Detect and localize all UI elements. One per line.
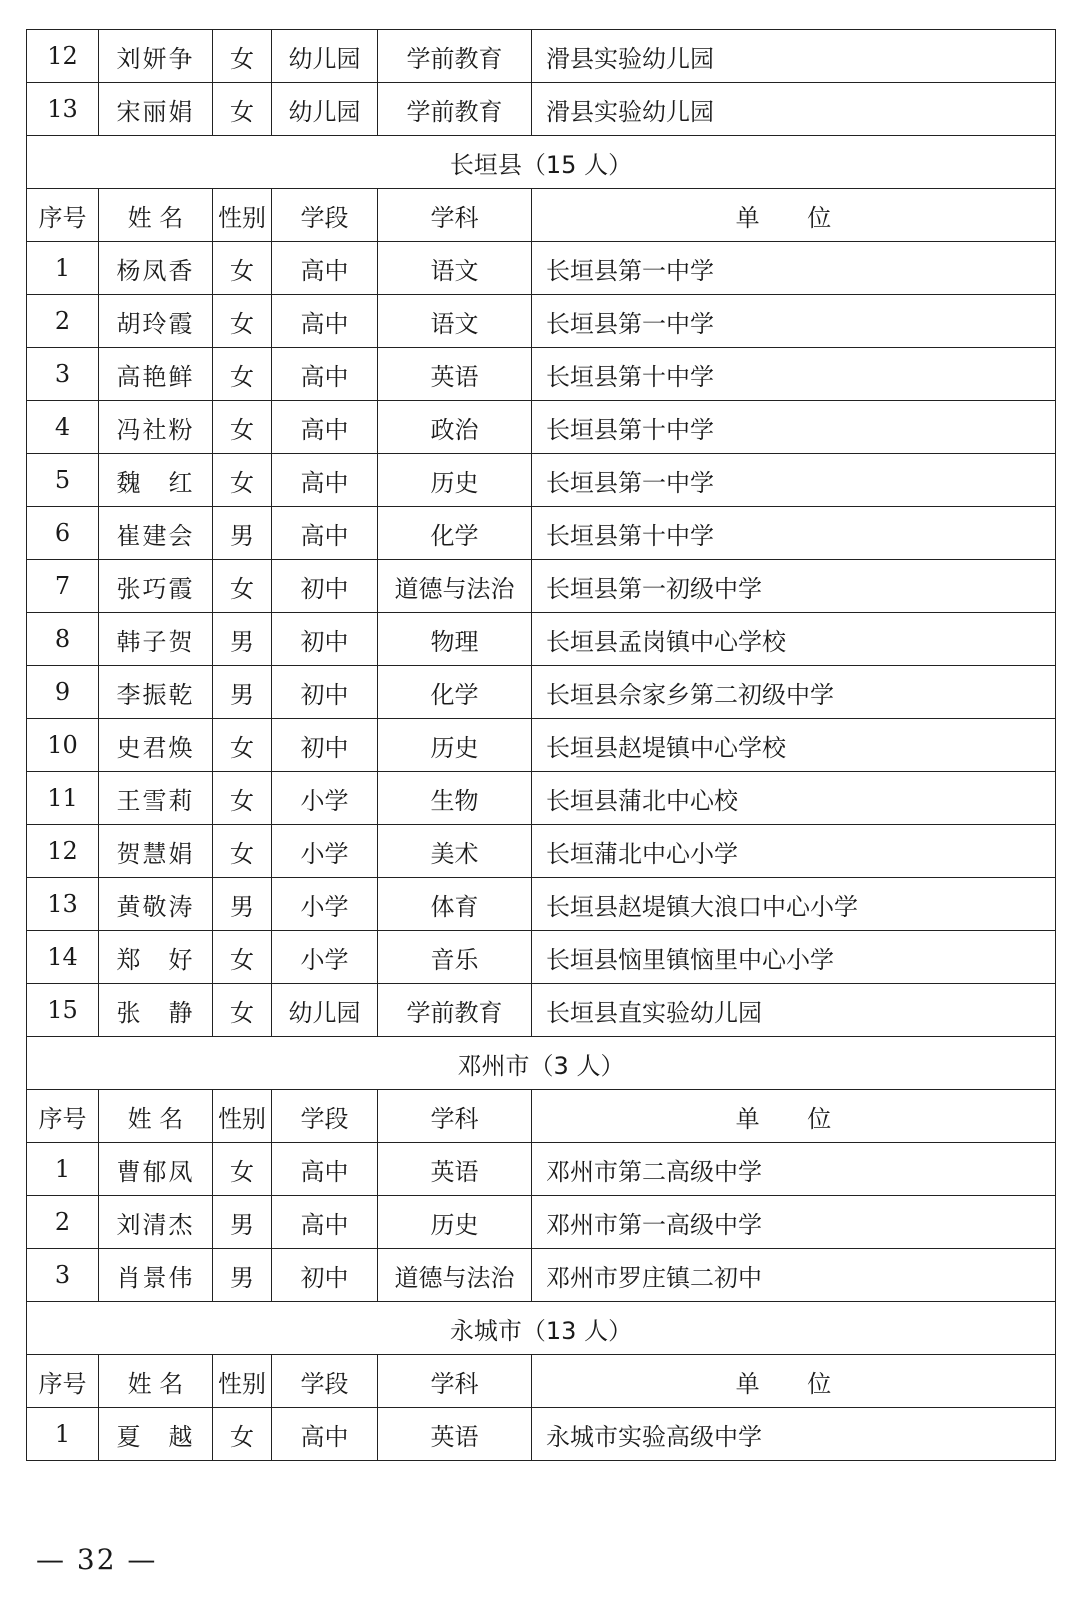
name-cell: 郑 好 [99, 931, 213, 984]
subject-cell: 政治 [378, 401, 532, 454]
subject-cell: 学前教育 [378, 83, 532, 136]
section-title: 长垣县（15 人） [27, 136, 1056, 189]
seq-cell: 7 [27, 560, 99, 613]
subject-cell: 美术 [378, 825, 532, 878]
unit-cell: 长垣县第一中学 [532, 454, 1056, 507]
gender-cell: 男 [213, 1249, 272, 1302]
stage-cell: 幼儿园 [272, 83, 378, 136]
unit-cell: 滑县实验幼儿园 [532, 83, 1056, 136]
seq-cell: 12 [27, 30, 99, 83]
column-header-row [27, 1355, 1056, 1408]
stage-cell: 高中 [272, 401, 378, 454]
gender-cell: 女 [213, 83, 272, 136]
stage-cell: 初中 [272, 1249, 378, 1302]
subject-cell: 物理 [378, 613, 532, 666]
subject-cell: 语文 [378, 295, 532, 348]
name-cell: 韩子贺 [99, 613, 213, 666]
table-row [27, 666, 1056, 719]
subject-cell: 体育 [378, 878, 532, 931]
column-header-stage: 学段 [272, 1355, 378, 1408]
column-header-unit: 单 位 [532, 1090, 1056, 1143]
stage-cell: 高中 [272, 1143, 378, 1196]
column-header-name: 姓 名 [99, 1355, 213, 1408]
subject-cell: 音乐 [378, 931, 532, 984]
column-header-name: 姓 名 [99, 189, 213, 242]
seq-cell: 2 [27, 295, 99, 348]
unit-cell: 长垣蒲北中心小学 [532, 825, 1056, 878]
seq-cell: 6 [27, 507, 99, 560]
seq-cell: 9 [27, 666, 99, 719]
table-row [27, 719, 1056, 772]
table-row [27, 772, 1056, 825]
subject-cell: 历史 [378, 454, 532, 507]
subject-cell: 化学 [378, 666, 532, 719]
gender-cell: 女 [213, 1408, 272, 1461]
unit-cell: 长垣县赵堤镇中心学校 [532, 719, 1056, 772]
stage-cell: 小学 [272, 825, 378, 878]
stage-cell: 高中 [272, 1408, 378, 1461]
column-header-name: 姓 名 [99, 1090, 213, 1143]
gender-cell: 女 [213, 295, 272, 348]
column-header-unit: 单 位 [532, 1355, 1056, 1408]
stage-cell: 高中 [272, 242, 378, 295]
name-cell: 刘清杰 [99, 1196, 213, 1249]
column-header-gender: 性别 [213, 1355, 272, 1408]
unit-cell: 长垣县蒲北中心校 [532, 772, 1056, 825]
subject-cell: 历史 [378, 1196, 532, 1249]
gender-cell: 女 [213, 772, 272, 825]
seq-cell: 15 [27, 984, 99, 1037]
seq-cell: 1 [27, 1408, 99, 1461]
gender-cell: 男 [213, 613, 272, 666]
stage-cell: 初中 [272, 613, 378, 666]
column-header-stage: 学段 [272, 189, 378, 242]
subject-cell: 英语 [378, 1408, 532, 1461]
table-row [27, 1143, 1056, 1196]
table-row [27, 613, 1056, 666]
name-cell: 魏 红 [99, 454, 213, 507]
unit-cell: 长垣县赵堤镇大浪口中心小学 [532, 878, 1056, 931]
name-cell: 贺慧娟 [99, 825, 213, 878]
column-header-seq: 序号 [27, 1090, 99, 1143]
subject-cell: 生物 [378, 772, 532, 825]
seq-cell: 1 [27, 242, 99, 295]
unit-cell: 永城市实验高级中学 [532, 1408, 1056, 1461]
unit-cell: 长垣县第一中学 [532, 295, 1056, 348]
subject-cell: 学前教育 [378, 30, 532, 83]
stage-cell: 幼儿园 [272, 30, 378, 83]
unit-cell: 长垣县恼里镇恼里中心小学 [532, 931, 1056, 984]
unit-cell: 长垣县第一初级中学 [532, 560, 1056, 613]
name-cell: 王雪莉 [99, 772, 213, 825]
seq-cell: 14 [27, 931, 99, 984]
table-row [27, 1408, 1056, 1461]
stage-cell: 高中 [272, 1196, 378, 1249]
subject-cell: 英语 [378, 348, 532, 401]
unit-cell: 邓州市第二高级中学 [532, 1143, 1056, 1196]
seq-cell: 3 [27, 348, 99, 401]
table-row [27, 242, 1056, 295]
name-cell: 冯社粉 [99, 401, 213, 454]
name-cell: 张巧霞 [99, 560, 213, 613]
unit-cell: 长垣县直实验幼儿园 [532, 984, 1056, 1037]
unit-cell: 邓州市罗庄镇二初中 [532, 1249, 1056, 1302]
stage-cell: 小学 [272, 878, 378, 931]
seq-cell: 5 [27, 454, 99, 507]
table-row [27, 507, 1056, 560]
seq-cell: 2 [27, 1196, 99, 1249]
seq-cell: 12 [27, 825, 99, 878]
seq-cell: 3 [27, 1249, 99, 1302]
table-row [27, 295, 1056, 348]
unit-cell: 邓州市第一高级中学 [532, 1196, 1056, 1249]
unit-cell: 长垣县孟岗镇中心学校 [532, 613, 1056, 666]
unit-cell: 长垣县第十中学 [532, 401, 1056, 454]
subject-cell: 道德与法治 [378, 1249, 532, 1302]
column-header-stage: 学段 [272, 1090, 378, 1143]
unit-cell: 滑县实验幼儿园 [532, 30, 1056, 83]
gender-cell: 女 [213, 348, 272, 401]
seq-cell: 4 [27, 401, 99, 454]
table-row [27, 83, 1056, 136]
page-number: — 32 — [36, 1543, 158, 1576]
name-cell: 李振乾 [99, 666, 213, 719]
stage-cell: 初中 [272, 560, 378, 613]
table-row [27, 1249, 1056, 1302]
subject-cell: 道德与法治 [378, 560, 532, 613]
unit-cell: 长垣县第一中学 [532, 242, 1056, 295]
subject-cell: 化学 [378, 507, 532, 560]
gender-cell: 女 [213, 825, 272, 878]
name-cell: 肖景伟 [99, 1249, 213, 1302]
table-row [27, 984, 1056, 1037]
name-cell: 曹郁凤 [99, 1143, 213, 1196]
stage-cell: 高中 [272, 507, 378, 560]
name-cell: 胡玲霞 [99, 295, 213, 348]
table-row [27, 1196, 1056, 1249]
table-row [27, 30, 1056, 83]
table-body [27, 30, 1056, 1461]
table-row [27, 348, 1056, 401]
column-header-row [27, 189, 1056, 242]
section-heading-row [27, 136, 1056, 189]
name-cell: 崔建会 [99, 507, 213, 560]
subject-cell: 语文 [378, 242, 532, 295]
gender-cell: 女 [213, 984, 272, 1037]
section-title: 邓州市（3 人） [27, 1037, 1056, 1090]
column-header-subject: 学科 [378, 1090, 532, 1143]
gender-cell: 女 [213, 931, 272, 984]
seq-cell: 1 [27, 1143, 99, 1196]
subject-cell: 历史 [378, 719, 532, 772]
table-row [27, 931, 1056, 984]
section-heading-row [27, 1302, 1056, 1355]
column-header-row [27, 1090, 1056, 1143]
table-row [27, 560, 1056, 613]
seq-cell: 13 [27, 83, 99, 136]
stage-cell: 高中 [272, 454, 378, 507]
column-header-seq: 序号 [27, 1355, 99, 1408]
gender-cell: 女 [213, 1143, 272, 1196]
stage-cell: 初中 [272, 666, 378, 719]
name-cell: 高艳鲜 [99, 348, 213, 401]
gender-cell: 男 [213, 1196, 272, 1249]
table-row [27, 825, 1056, 878]
stage-cell: 高中 [272, 295, 378, 348]
stage-cell: 小学 [272, 772, 378, 825]
name-cell: 杨凤香 [99, 242, 213, 295]
stage-cell: 小学 [272, 931, 378, 984]
gender-cell: 女 [213, 242, 272, 295]
gender-cell: 女 [213, 454, 272, 507]
stage-cell: 高中 [272, 348, 378, 401]
seq-cell: 10 [27, 719, 99, 772]
gender-cell: 男 [213, 507, 272, 560]
column-header-seq: 序号 [27, 189, 99, 242]
seq-cell: 13 [27, 878, 99, 931]
table-row [27, 454, 1056, 507]
gender-cell: 女 [213, 560, 272, 613]
teacher-list-table [26, 29, 1056, 1461]
table-row [27, 401, 1056, 454]
column-header-gender: 性别 [213, 189, 272, 242]
section-heading-row [27, 1037, 1056, 1090]
column-header-gender: 性别 [213, 1090, 272, 1143]
section-title: 永城市（13 人） [27, 1302, 1056, 1355]
gender-cell: 男 [213, 878, 272, 931]
name-cell: 张 静 [99, 984, 213, 1037]
gender-cell: 男 [213, 666, 272, 719]
seq-cell: 11 [27, 772, 99, 825]
unit-cell: 长垣县第十中学 [532, 348, 1056, 401]
name-cell: 夏 越 [99, 1408, 213, 1461]
stage-cell: 幼儿园 [272, 984, 378, 1037]
column-header-unit: 单 位 [532, 189, 1056, 242]
seq-cell: 8 [27, 613, 99, 666]
gender-cell: 女 [213, 719, 272, 772]
gender-cell: 女 [213, 30, 272, 83]
unit-cell: 长垣县第十中学 [532, 507, 1056, 560]
subject-cell: 学前教育 [378, 984, 532, 1037]
gender-cell: 女 [213, 401, 272, 454]
column-header-subject: 学科 [378, 1355, 532, 1408]
column-header-subject: 学科 [378, 189, 532, 242]
table-row [27, 878, 1056, 931]
name-cell: 黄敬涛 [99, 878, 213, 931]
subject-cell: 英语 [378, 1143, 532, 1196]
name-cell: 宋丽娟 [99, 83, 213, 136]
stage-cell: 初中 [272, 719, 378, 772]
name-cell: 史君焕 [99, 719, 213, 772]
unit-cell: 长垣县佘家乡第二初级中学 [532, 666, 1056, 719]
name-cell: 刘妍争 [99, 30, 213, 83]
